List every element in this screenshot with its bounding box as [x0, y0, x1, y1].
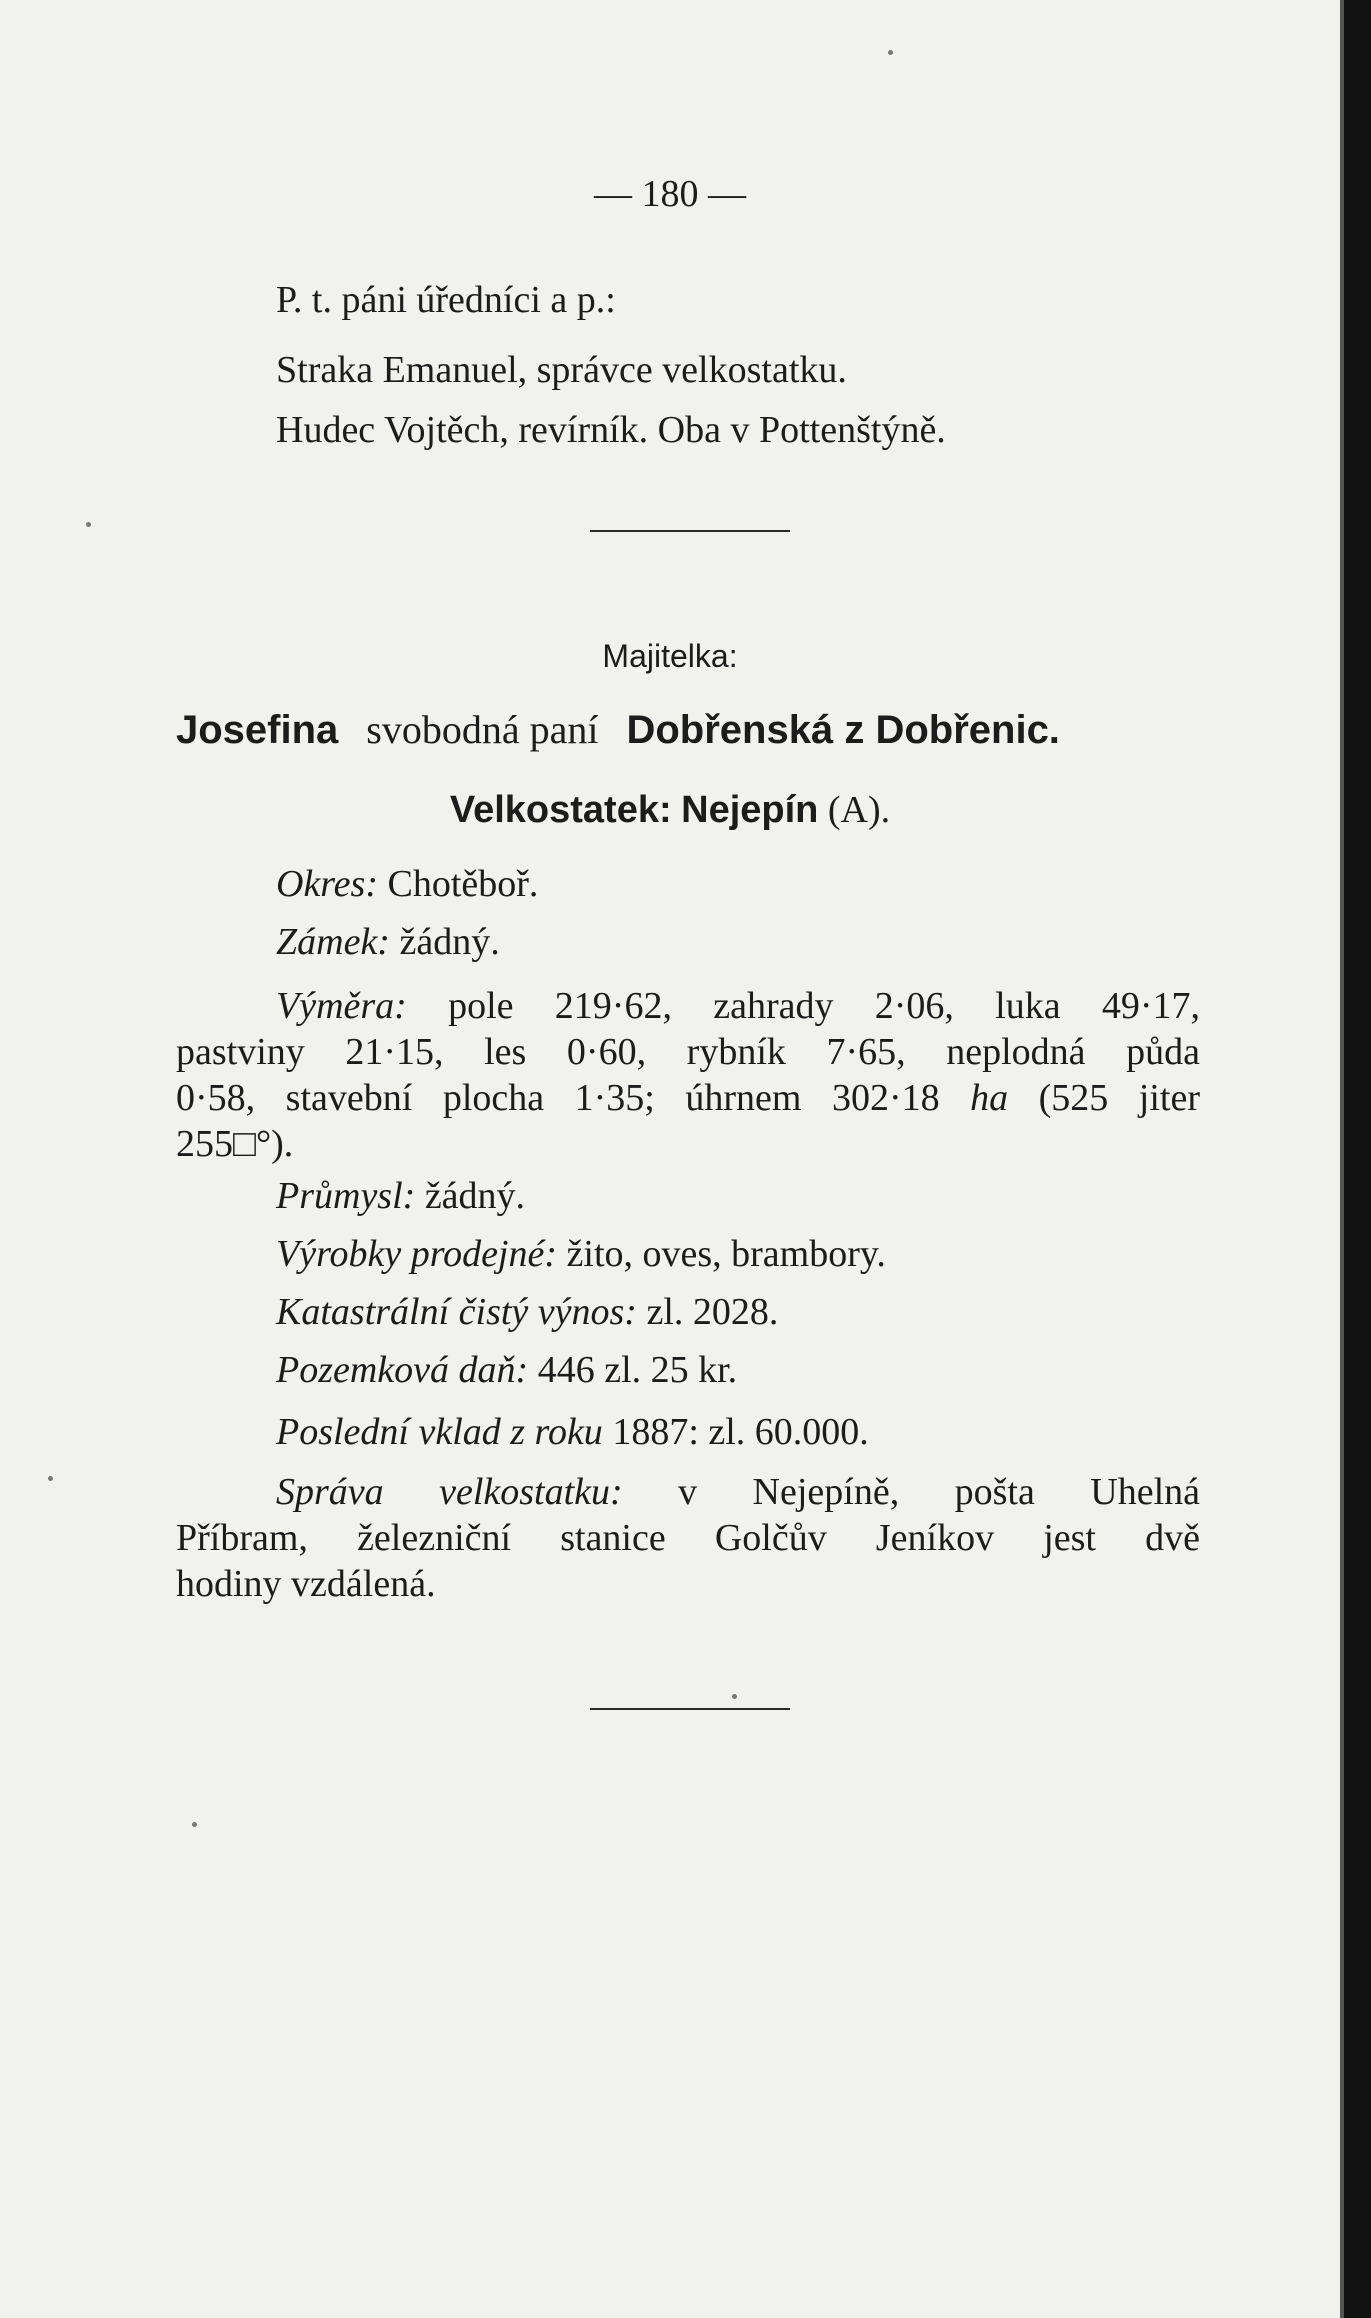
- owner-label: Majitelka:: [602, 638, 738, 674]
- officials-heading: P. t. páni úředníci a p.:: [276, 279, 616, 321]
- cadastral-value: zl. 2028.: [646, 1291, 779, 1333]
- estate-heading: [0, 788, 1340, 832]
- administration-label: Správa velkostatku:: [276, 1471, 623, 1513]
- estate-name: Nejepín: [681, 789, 819, 831]
- area-line-1-text: pole 219·62, zahrady 2·06, luka 49·17,: [448, 985, 1200, 1027]
- area-line-4: 255□°).: [176, 1123, 294, 1165]
- products-entry: [276, 1232, 886, 1276]
- scan-speck: [48, 1476, 53, 1481]
- area-unit: ha: [970, 1077, 1009, 1119]
- area-line-3-end: (525 jiter: [1038, 1077, 1200, 1119]
- land-tax-label: Pozemková daň:: [276, 1349, 529, 1391]
- last-deposit-entry: [276, 1410, 869, 1454]
- castle-entry: [276, 920, 500, 964]
- district-value: Chotěboř.: [387, 863, 539, 905]
- administration-line-2: Příbram, železniční stanice Golčův Jeníkov jest dvě: [176, 1517, 1200, 1559]
- industry-label: Průmysl:: [276, 1175, 416, 1217]
- land-tax-value: 446 zl. 25 kr.: [537, 1349, 738, 1391]
- products-value: žito, oves, brambory.: [566, 1233, 886, 1275]
- end-divider: [590, 1708, 790, 1710]
- official-line-2: Hudec Vojtěch, revírník. Oba v Pottenštýně.: [276, 409, 946, 451]
- area-line-2: pastviny 21·15, les 0·60, rybník 7·65, neplodná půda: [176, 1031, 1200, 1073]
- scan-speck: [732, 1694, 737, 1699]
- administration-line-3: hodiny vzdálená.: [176, 1563, 436, 1605]
- owner-surname: Dobřenská z Dobřenic.: [626, 708, 1060, 752]
- estate-label: Velkostatek:: [449, 789, 672, 831]
- cadastral-label: Katastrální čistý výnos:: [276, 1291, 637, 1333]
- administration-line-1: [276, 1470, 1200, 1514]
- scan-speck: [192, 1822, 197, 1827]
- district-label: Okres:: [276, 863, 378, 905]
- industry-value: žádný.: [424, 1175, 526, 1217]
- official-line-1: Straka Emanuel, správce velkostatku.: [276, 349, 847, 391]
- page-number: — 180 —: [594, 173, 746, 215]
- area-line-1: [276, 984, 1200, 1028]
- last-deposit-label: Poslední vklad z roku: [276, 1411, 603, 1453]
- castle-label: Zámek:: [276, 921, 390, 963]
- area-label: Výměra:: [276, 985, 407, 1027]
- area-line-3: [176, 1076, 1200, 1120]
- owner-first-name: Josefina: [176, 708, 339, 752]
- district-entry: [276, 862, 538, 906]
- owner-name: [176, 708, 1060, 752]
- scan-speck: [888, 50, 893, 55]
- industry-entry: [276, 1174, 525, 1218]
- castle-value: žádný.: [399, 921, 500, 963]
- area-line-3-text: 0·58, stavební plocha 1·35; úhrnem 302·18: [176, 1077, 940, 1119]
- products-label: Výrobky prodejné:: [276, 1233, 558, 1275]
- owner-title: svobodná paní: [366, 707, 599, 752]
- page-edge-border: [1340, 0, 1371, 2318]
- administration-line-1-text: v Nejepíně, pošta Uhelná: [678, 1471, 1201, 1513]
- last-deposit-value: 1887: zl. 60.000.: [612, 1411, 869, 1453]
- land-tax-entry: [276, 1348, 737, 1392]
- estate-suffix: (A).: [827, 789, 891, 831]
- scan-speck: [86, 522, 91, 527]
- cadastral-entry: [276, 1290, 778, 1334]
- section-divider: [590, 530, 790, 532]
